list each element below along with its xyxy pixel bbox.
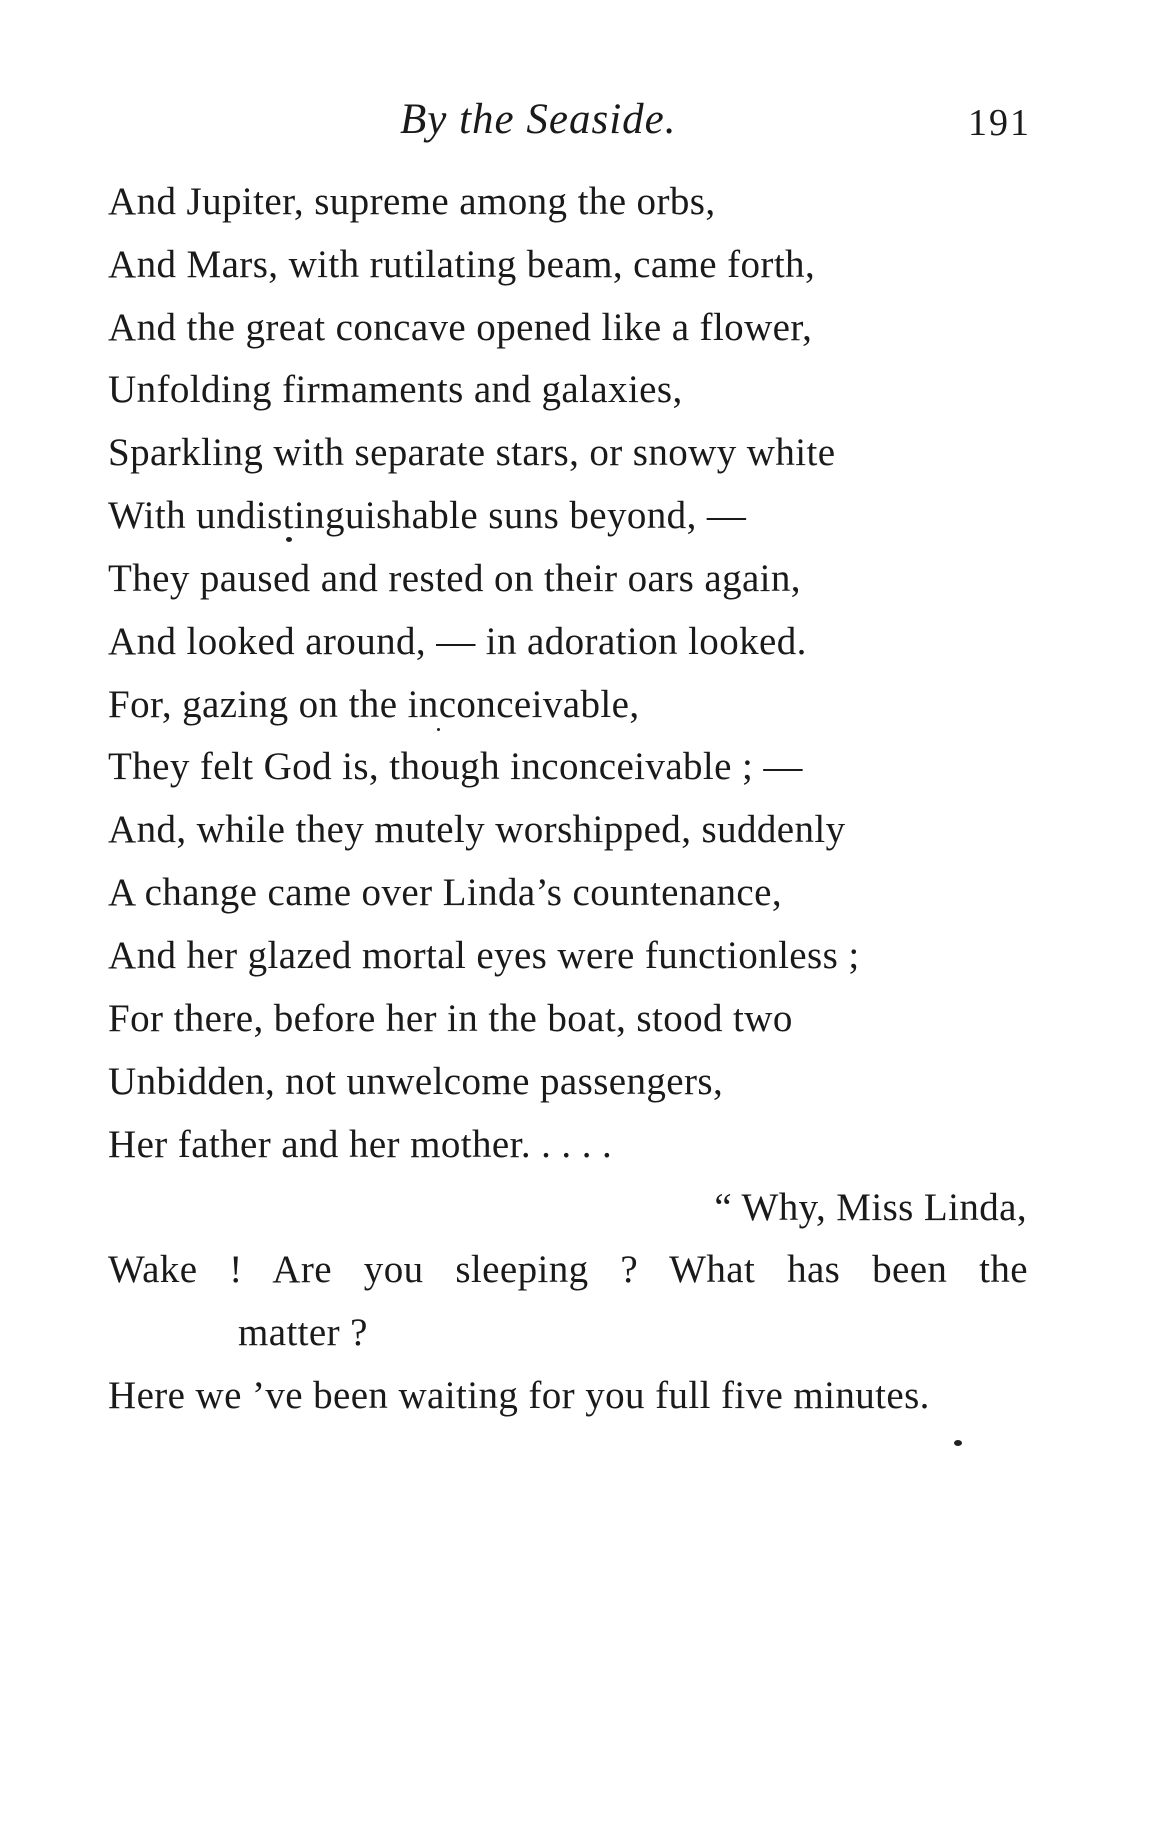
- verse-line: They paused and rested on their oars again,: [108, 557, 801, 600]
- verse-line: Here we ’ve been waiting for you full five minutes.: [108, 1374, 930, 1417]
- verse-line: “ Why, Miss Linda,: [714, 1186, 1027, 1229]
- verse-line: And Jupiter, supreme among the orbs,: [108, 180, 716, 223]
- verse-line: Wake ! Are you sleeping ? What has been the: [108, 1248, 1028, 1291]
- verse-line: Unfolding firmaments and galaxies,: [108, 368, 683, 411]
- verse-line: And her glazed mortal eyes were functionless ;: [108, 934, 860, 977]
- verse-line: Sparkling with separate stars, or snowy white: [108, 431, 836, 474]
- print-speck: [286, 537, 292, 542]
- verse-line: Her father and her mother. . . . .: [108, 1123, 613, 1166]
- verse-line: A change came over Linda’s countenance,: [108, 871, 782, 914]
- print-speck: [437, 728, 440, 731]
- verse-line: matter ?: [238, 1311, 368, 1354]
- verse-line: And, while they mutely worshipped, suddenly: [108, 808, 846, 851]
- print-speck: [954, 1440, 962, 1446]
- verse-line: For, gazing on the inconceivable,: [108, 683, 640, 726]
- verse-line: They felt God is, though inconceivable ; —: [108, 745, 803, 788]
- verse-line: Unbidden, not unwelcome passengers,: [108, 1060, 724, 1103]
- verse-line: And looked around, — in adoration looked.: [108, 620, 807, 663]
- running-title: By the Seaside.: [400, 96, 677, 143]
- verse-line: And Mars, with rutilating beam, came forth,: [108, 243, 816, 286]
- verse-line: For there, before her in the boat, stood two: [108, 997, 793, 1040]
- verse-line: With undistinguishable suns beyond, —: [108, 494, 747, 537]
- verse-line: And the great concave opened like a flower,: [108, 306, 813, 349]
- page-number: 191: [968, 102, 1031, 144]
